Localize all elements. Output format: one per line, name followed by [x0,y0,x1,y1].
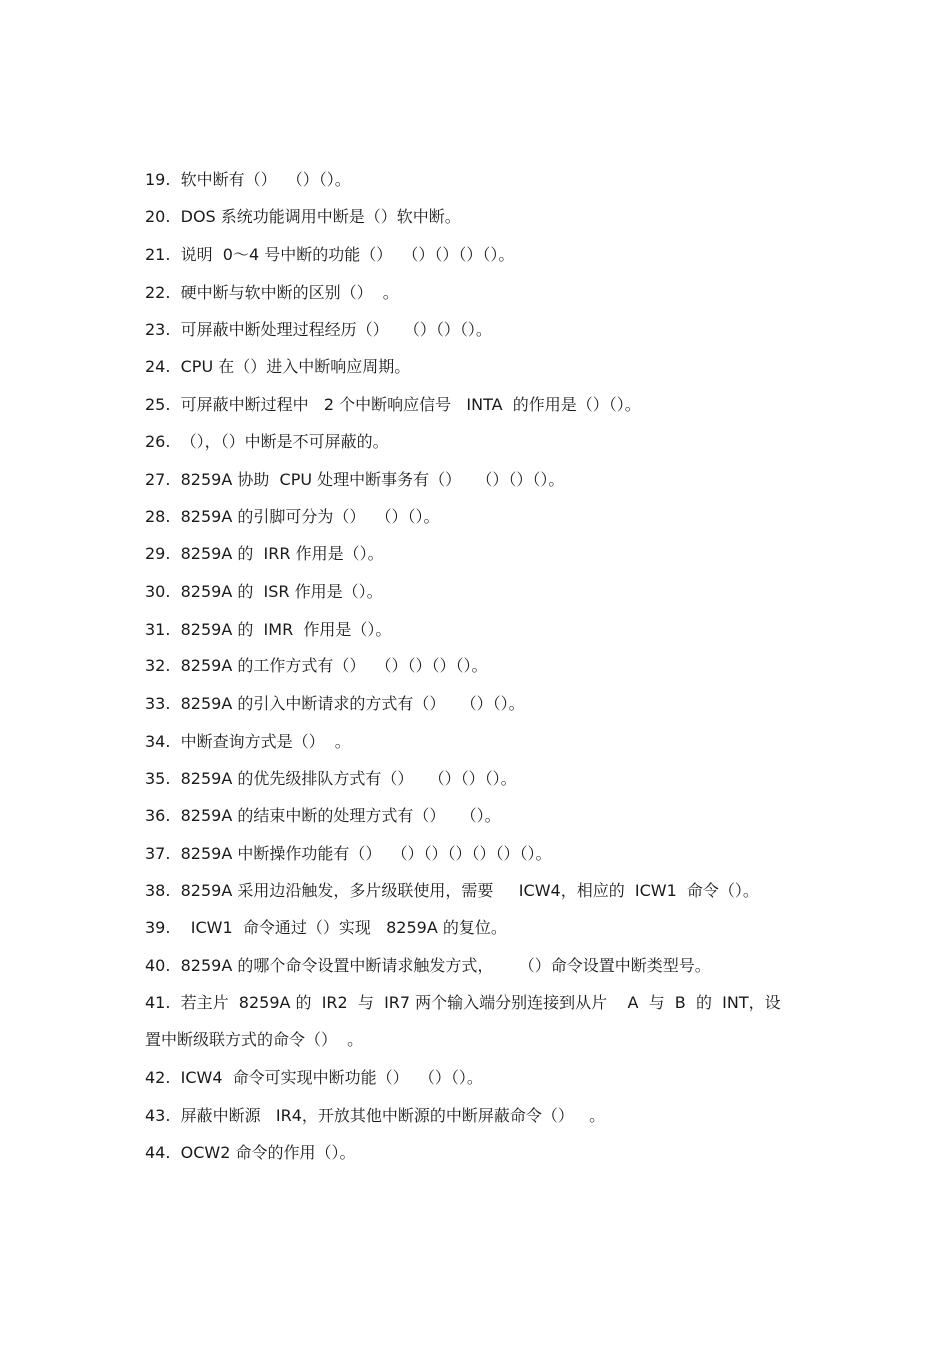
question-38: 38. 8259A 采用边沿触发，多片级联使用，需要 ICW4，相应的 ICW1 命令（）。 [145,881,759,900]
question-27: 27. 8259A 协助 CPU 处理中断事务有（） （）（）（）。 [145,470,565,489]
question-29: 29. 8259A 的 IRR 作用是（）。 [145,544,384,563]
question-41: 41. 若主片 8259A 的 IR2 与 IR7 两个输入端分别连接到从片 A 与 B 的 INT，设 [145,993,781,1012]
question-25: 25. 可屏蔽中断过程中 2 个中断响应信号 INTA 的作用是（）（）。 [145,395,641,414]
question-37: 37. 8259A 中断操作功能有（） （）（）（）（）（）（）。 [145,844,552,863]
question-35: 35. 8259A 的优先级排队方式有（） （）（）（）。 [145,769,517,788]
question-31: 31. 8259A 的 IMR 作用是（）。 [145,620,392,639]
question-44: 44. OCW2 命令的作用（）。 [145,1143,356,1162]
question-26: 26. （），（）中断是不可屏蔽的。 [145,432,389,451]
question-21: 21. 说明 0～4 号中断的功能（） （）（）（）（）。 [145,245,515,264]
question-39: 39. ICW1 命令通过（）实现 8259A 的复位。 [145,918,507,937]
question-28: 28. 8259A 的引脚可分为（） （）（）。 [145,507,440,526]
question-20: 20. DOS 系统功能调用中断是（）软中断。 [145,207,461,226]
question-43: 43. 屏蔽中断源 IR4，开放其他中断源的中断屏蔽命令（） 。 [145,1106,606,1125]
question-41-continuation: 置中断级联方式的命令（） 。 [145,1030,364,1049]
question-36: 36. 8259A 的结束中断的处理方式有（） （）。 [145,806,501,825]
question-33: 33. 8259A 的引入中断请求的方式有（） （）（）。 [145,694,525,713]
question-32: 32. 8259A 的工作方式有（） （）（）（）（）。 [145,656,488,675]
question-23: 23. 可屏蔽中断处理过程经历（） （）（）（）。 [145,320,492,339]
question-30: 30. 8259A 的 ISR 作用是（）。 [145,582,383,601]
question-22: 22. 硬中断与软中断的区别（） 。 [145,283,399,302]
question-24: 24. CPU 在（）进入中断响应周期。 [145,357,411,376]
question-19: 19. 软中断有（） （）（）。 [145,170,351,189]
question-40: 40. 8259A 的哪个命令设置中断请求触发方式， （）命令设置中断类型号。 [145,956,711,975]
question-34: 34. 中断查询方式是（） 。 [145,732,351,751]
question-42: 42. ICW4 命令可实现中断功能（） （）（）。 [145,1068,483,1087]
